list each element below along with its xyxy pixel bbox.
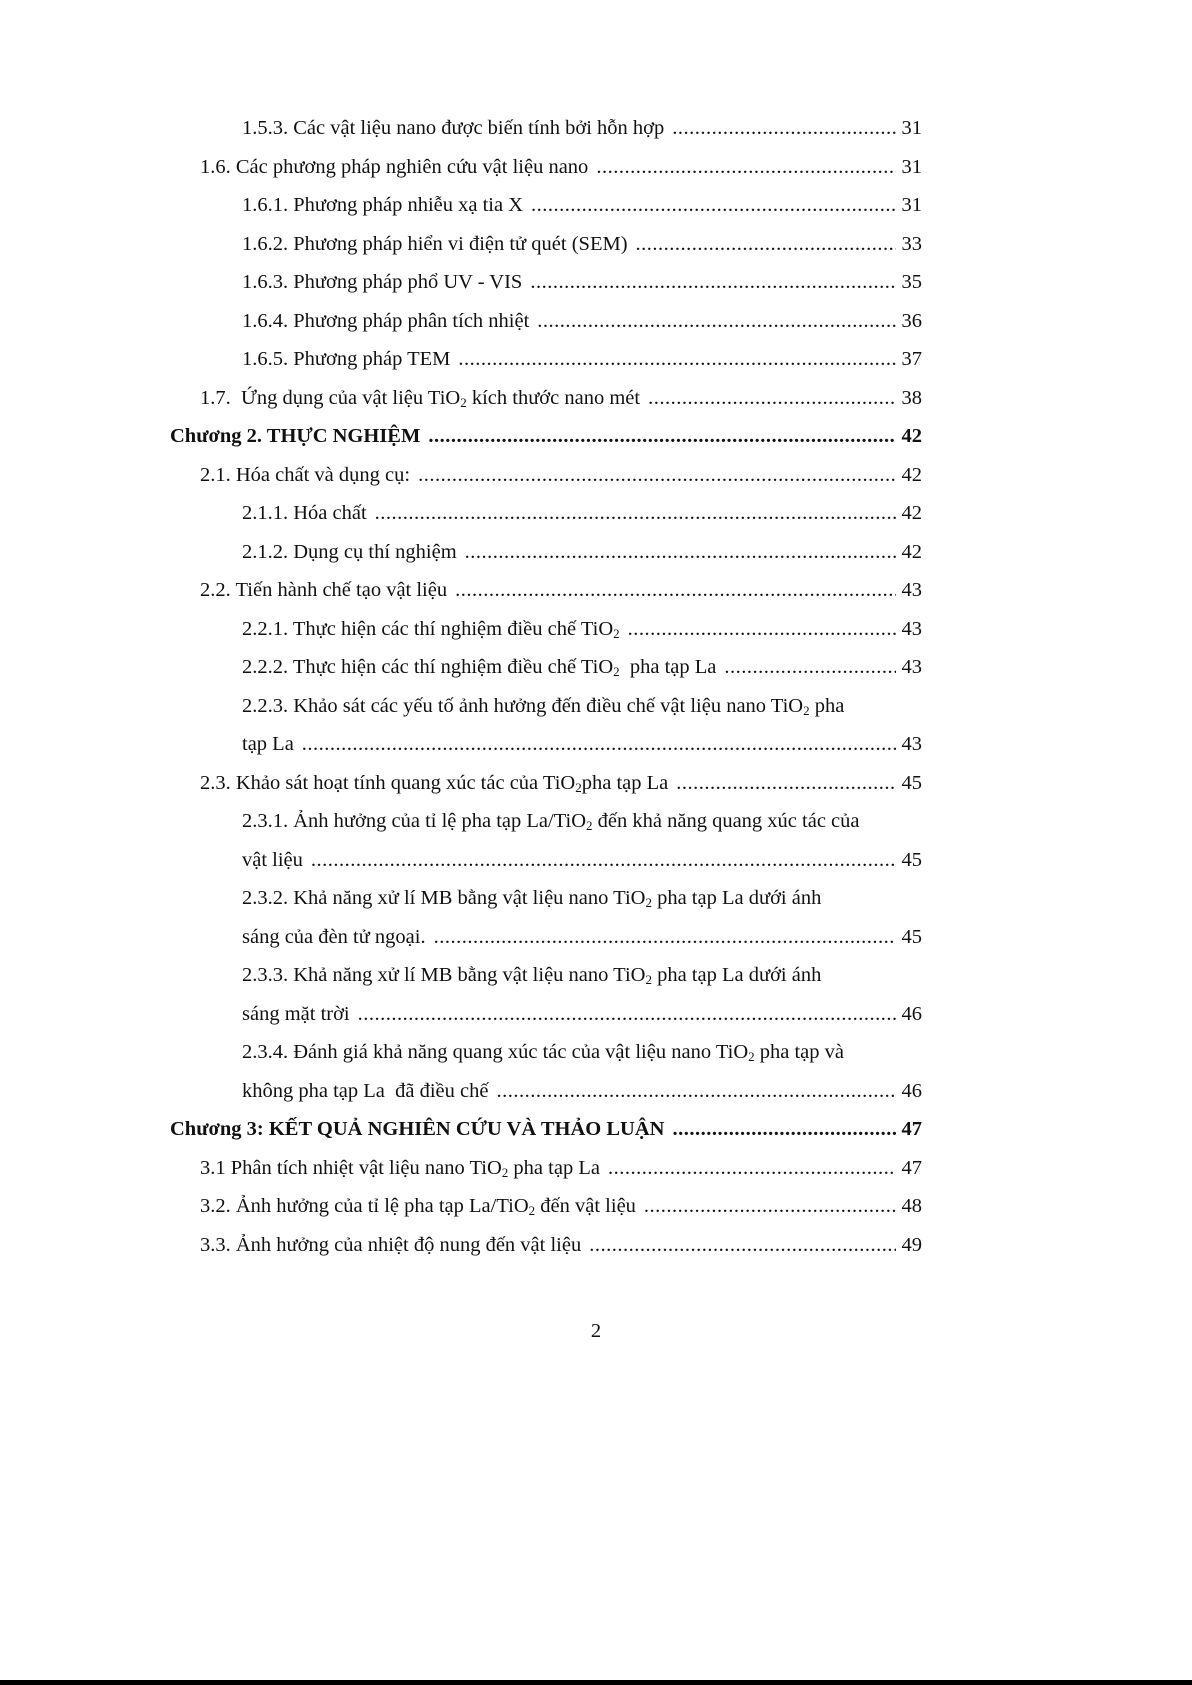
toc-page-number: 45 bbox=[901, 925, 922, 948]
toc-page-number: 31 bbox=[901, 194, 922, 216]
subscript: 2 bbox=[803, 702, 810, 718]
toc-entry-title-rest: pha tạp La bbox=[619, 656, 717, 678]
toc-page-number: 42 bbox=[901, 540, 922, 563]
toc-page-number: 46 bbox=[901, 1079, 922, 1102]
toc-entry bbox=[242, 500, 1192, 526]
toc-entry bbox=[242, 192, 1192, 218]
toc-page-number: 37 bbox=[901, 348, 922, 370]
toc-entry-title bbox=[242, 231, 628, 257]
subscript: 2 bbox=[645, 972, 652, 987]
toc-entry-title bbox=[242, 616, 620, 642]
dot-leader bbox=[724, 654, 896, 680]
bottom-border bbox=[0, 1680, 1192, 1685]
toc-entry-title-text: 2.1.2. Dụng cụ thí nghiệm bbox=[242, 540, 457, 563]
subscript: 2 bbox=[586, 818, 593, 833]
dot-leader bbox=[458, 346, 896, 372]
toc-entry-title bbox=[242, 885, 821, 911]
toc-entry-title bbox=[242, 500, 367, 526]
dot-leader bbox=[628, 616, 896, 642]
toc-entry-title-rest: pha bbox=[809, 694, 845, 717]
toc-entry-title bbox=[242, 1039, 844, 1065]
toc-page-number: 43 bbox=[901, 656, 922, 678]
toc-entry bbox=[242, 1001, 1192, 1027]
toc-entry-title bbox=[200, 385, 640, 411]
toc-entry bbox=[242, 346, 1192, 372]
toc-page-number: 42 bbox=[901, 502, 922, 524]
toc-page-number: 43 bbox=[901, 579, 922, 601]
subscript: 2 bbox=[613, 664, 620, 679]
toc-page-number: 36 bbox=[901, 309, 922, 332]
subscript: 2 bbox=[748, 1049, 755, 1064]
toc-entry-title bbox=[242, 308, 529, 334]
toc-entry bbox=[170, 1116, 1192, 1142]
subscript: 2 bbox=[460, 394, 467, 410]
toc-entry bbox=[242, 231, 1192, 257]
toc-page-number: 31 bbox=[901, 155, 922, 178]
toc-entry-title-rest: pha tạp và bbox=[754, 1041, 844, 1063]
dot-leader bbox=[311, 847, 896, 873]
toc-entry-title-text: 1.5.3. Các vật liệu nano được biến tính bởi hỗn hợp bbox=[242, 117, 665, 139]
toc-entry-title-text: 2.3.4. Đánh giá khả năng quang xúc tác của vật liệu nano TiO bbox=[242, 1041, 749, 1063]
toc-entry-title bbox=[242, 962, 821, 988]
toc-entry-title-text: 1.7. Ứng dụng của vật liệu TiO bbox=[200, 386, 461, 409]
toc-page-number: 43 bbox=[901, 733, 922, 755]
toc-entry bbox=[242, 808, 1192, 834]
toc-page-number: 38 bbox=[901, 386, 922, 409]
toc-page-number: 35 bbox=[901, 271, 922, 293]
table-of-contents bbox=[0, 115, 1192, 1270]
toc-entry bbox=[200, 154, 1192, 180]
subscript: 2 bbox=[575, 779, 582, 795]
dot-leader bbox=[672, 1116, 896, 1142]
toc-entry-title-text: 1.6.4. Phương pháp phân tích nhiệt bbox=[242, 309, 530, 332]
toc-entry-title bbox=[200, 154, 588, 180]
toc-page-number: 42 bbox=[901, 425, 922, 447]
toc-entry-title-rest: pha tạp La dưới ánh bbox=[651, 964, 822, 986]
toc-entry-title bbox=[242, 1078, 488, 1104]
toc-entry-title bbox=[242, 539, 457, 565]
toc-entry-title bbox=[242, 1001, 350, 1027]
toc-entry-title-rest: đến khả năng quang xúc tác của bbox=[592, 810, 860, 832]
toc-entry bbox=[242, 115, 1192, 141]
toc-page-number: 43 bbox=[901, 617, 922, 640]
toc-entry-title-text: 2.2.3. Khảo sát các yếu tố ảnh hưởng đến điều chế vật liệu nano TiO bbox=[242, 694, 804, 717]
toc-entry-title-rest: kích thước nano mét bbox=[466, 386, 641, 409]
toc-entry bbox=[200, 770, 1192, 796]
toc-entry-title-rest: đến vật liệu bbox=[535, 1195, 636, 1217]
toc-entry-title-text: 2.1. Hóa chất và dụng cụ: bbox=[200, 463, 411, 486]
toc-page-number: 45 bbox=[901, 771, 922, 794]
toc-entry-title bbox=[242, 346, 450, 372]
toc-entry-title bbox=[242, 269, 522, 295]
toc-entry-title-text: 3.3. Ảnh hưởng của nhiệt độ nung đến vật liệu bbox=[200, 1233, 582, 1256]
toc-entry-title-text: Chương 2. THỰC NGHIỆM bbox=[170, 425, 421, 447]
toc-entry-title-rest: pha tạp La bbox=[508, 1156, 600, 1179]
toc-entry-title-text: sáng của đèn tử ngoại. bbox=[242, 925, 426, 948]
toc-entry-title-text: 2.2.2. Thực hiện các thí nghiệm điều chế TiO bbox=[242, 656, 614, 678]
toc-entry bbox=[200, 577, 1192, 603]
toc-entry-title bbox=[200, 1193, 636, 1219]
dot-leader bbox=[418, 462, 896, 488]
toc-entry-title-text: 2.2.1. Thực hiện các thí nghiệm điều chế TiO bbox=[242, 617, 614, 640]
toc-entry-title-text: 1.6.1. Phương pháp nhiễu xạ tia X bbox=[242, 194, 524, 216]
toc-entry-title bbox=[242, 654, 716, 680]
toc-page-number: 33 bbox=[901, 232, 922, 255]
toc-entry-title bbox=[242, 924, 426, 950]
toc-entry-title-text: 1.6.2. Phương pháp hiển vi điện tử quét (SEM) bbox=[242, 232, 628, 255]
toc-entry-title bbox=[200, 1232, 581, 1258]
dot-leader bbox=[676, 770, 896, 796]
dot-leader bbox=[537, 308, 896, 334]
toc-page-number: 47 bbox=[901, 1156, 922, 1179]
toc-entry-title-text: 2.3. Khảo sát hoạt tính quang xúc tác của TiO bbox=[200, 771, 576, 794]
toc-page-number: 45 bbox=[901, 848, 922, 871]
toc-entry bbox=[200, 462, 1192, 488]
toc-entry-title-text: 1.6.5. Phương pháp TEM bbox=[242, 348, 451, 370]
toc-entry-title-text: tạp La bbox=[242, 733, 294, 755]
toc-page-number: 46 bbox=[901, 1002, 922, 1025]
toc-entry-title bbox=[242, 808, 860, 834]
dot-leader bbox=[434, 924, 896, 950]
toc-entry-title bbox=[242, 115, 664, 141]
dot-leader bbox=[455, 577, 896, 603]
dot-leader bbox=[428, 423, 896, 449]
dot-leader bbox=[644, 1193, 896, 1219]
dot-leader bbox=[589, 1232, 896, 1258]
toc-entry-title-rest: pha tạp La dưới ánh bbox=[651, 887, 822, 909]
toc-entry-title bbox=[170, 1116, 664, 1142]
toc-entry-title bbox=[200, 462, 410, 488]
toc-entry-title-text: 2.2. Tiến hành chế tạo vật liệu bbox=[200, 579, 448, 601]
toc-page-number: 31 bbox=[901, 117, 922, 139]
dot-leader bbox=[636, 231, 896, 257]
dot-leader bbox=[608, 1155, 896, 1181]
toc-entry bbox=[242, 962, 1192, 988]
dot-leader bbox=[302, 731, 896, 757]
toc-entry-title-text: 1.6. Các phương pháp nghiên cứu vật liệu nano bbox=[200, 155, 589, 178]
subscript: 2 bbox=[501, 1164, 509, 1180]
dot-leader bbox=[496, 1078, 896, 1104]
toc-page-number: 42 bbox=[901, 463, 922, 486]
page-number: 2 bbox=[590, 1320, 602, 1342]
subscript: 2 bbox=[645, 895, 652, 910]
toc-page-number: 47 bbox=[901, 1118, 922, 1140]
toc-entry-title-text: 2.3.2. Khả năng xử lí MB bằng vật liệu nano TiO bbox=[242, 887, 646, 909]
toc-entry bbox=[242, 885, 1192, 911]
toc-entry-title-text: 1.6.3. Phương pháp phổ UV - VIS bbox=[242, 271, 523, 293]
toc-entry bbox=[242, 654, 1192, 680]
toc-entry-title bbox=[200, 577, 447, 603]
toc-entry-title-text: Chương 3: KẾT QUẢ NGHIÊN CỨU VÀ THẢO LUẬN bbox=[170, 1118, 665, 1140]
toc-entry-title-text: 3.2. Ảnh hưởng của tỉ lệ pha tạp La/TiO bbox=[200, 1195, 529, 1217]
toc-entry-title bbox=[242, 192, 523, 218]
toc-entry-title bbox=[200, 770, 668, 796]
toc-entry-title bbox=[200, 1155, 600, 1181]
toc-entry bbox=[242, 1039, 1192, 1065]
dot-leader bbox=[531, 192, 896, 218]
toc-entry-title-text: không pha tạp La đã điều chế bbox=[242, 1079, 489, 1102]
toc-entry bbox=[242, 1078, 1192, 1104]
subscript: 2 bbox=[528, 1203, 536, 1218]
dot-leader bbox=[358, 1001, 896, 1027]
toc-entry-title-rest: pha tạp La bbox=[581, 771, 669, 794]
toc-page-number: 48 bbox=[901, 1195, 922, 1217]
toc-entry-title bbox=[242, 693, 844, 719]
toc-entry-title-text: vật liệu bbox=[242, 848, 303, 871]
subscript: 2 bbox=[613, 625, 620, 641]
toc-entry-title-text: 2.3.3. Khả năng xử lí MB bằng vật liệu nano TiO bbox=[242, 964, 646, 986]
dot-leader bbox=[465, 539, 896, 565]
dot-leader bbox=[375, 500, 896, 526]
toc-entry bbox=[242, 731, 1192, 757]
dot-leader bbox=[648, 385, 896, 411]
toc-entry bbox=[242, 308, 1192, 334]
toc-entry bbox=[200, 1193, 1192, 1219]
toc-entry-title-text: 2.3.1. Ảnh hưởng của tỉ lệ pha tạp La/TiO bbox=[242, 810, 587, 832]
toc-entry bbox=[200, 385, 1192, 411]
toc-page-number: 49 bbox=[901, 1233, 922, 1256]
toc-entry-title bbox=[242, 731, 294, 757]
toc-entry-title bbox=[242, 847, 303, 873]
toc-entry bbox=[242, 539, 1192, 565]
dot-leader bbox=[596, 154, 896, 180]
toc-entry bbox=[242, 847, 1192, 873]
toc-entry bbox=[200, 1232, 1192, 1258]
toc-entry-title-text: 2.1.1. Hóa chất bbox=[242, 502, 367, 524]
toc-entry bbox=[170, 423, 1192, 449]
toc-entry-title bbox=[170, 423, 420, 449]
dot-leader bbox=[672, 115, 896, 141]
toc-entry bbox=[200, 1155, 1192, 1181]
toc-entry bbox=[242, 269, 1192, 295]
toc-entry bbox=[242, 616, 1192, 642]
dot-leader bbox=[530, 269, 896, 295]
toc-entry-title-text: 3.1 Phân tích nhiệt vật liệu nano TiO bbox=[200, 1156, 502, 1179]
toc-entry-title-text: sáng mặt trời bbox=[242, 1002, 350, 1025]
toc-entry bbox=[242, 924, 1192, 950]
toc-entry bbox=[242, 693, 1192, 719]
